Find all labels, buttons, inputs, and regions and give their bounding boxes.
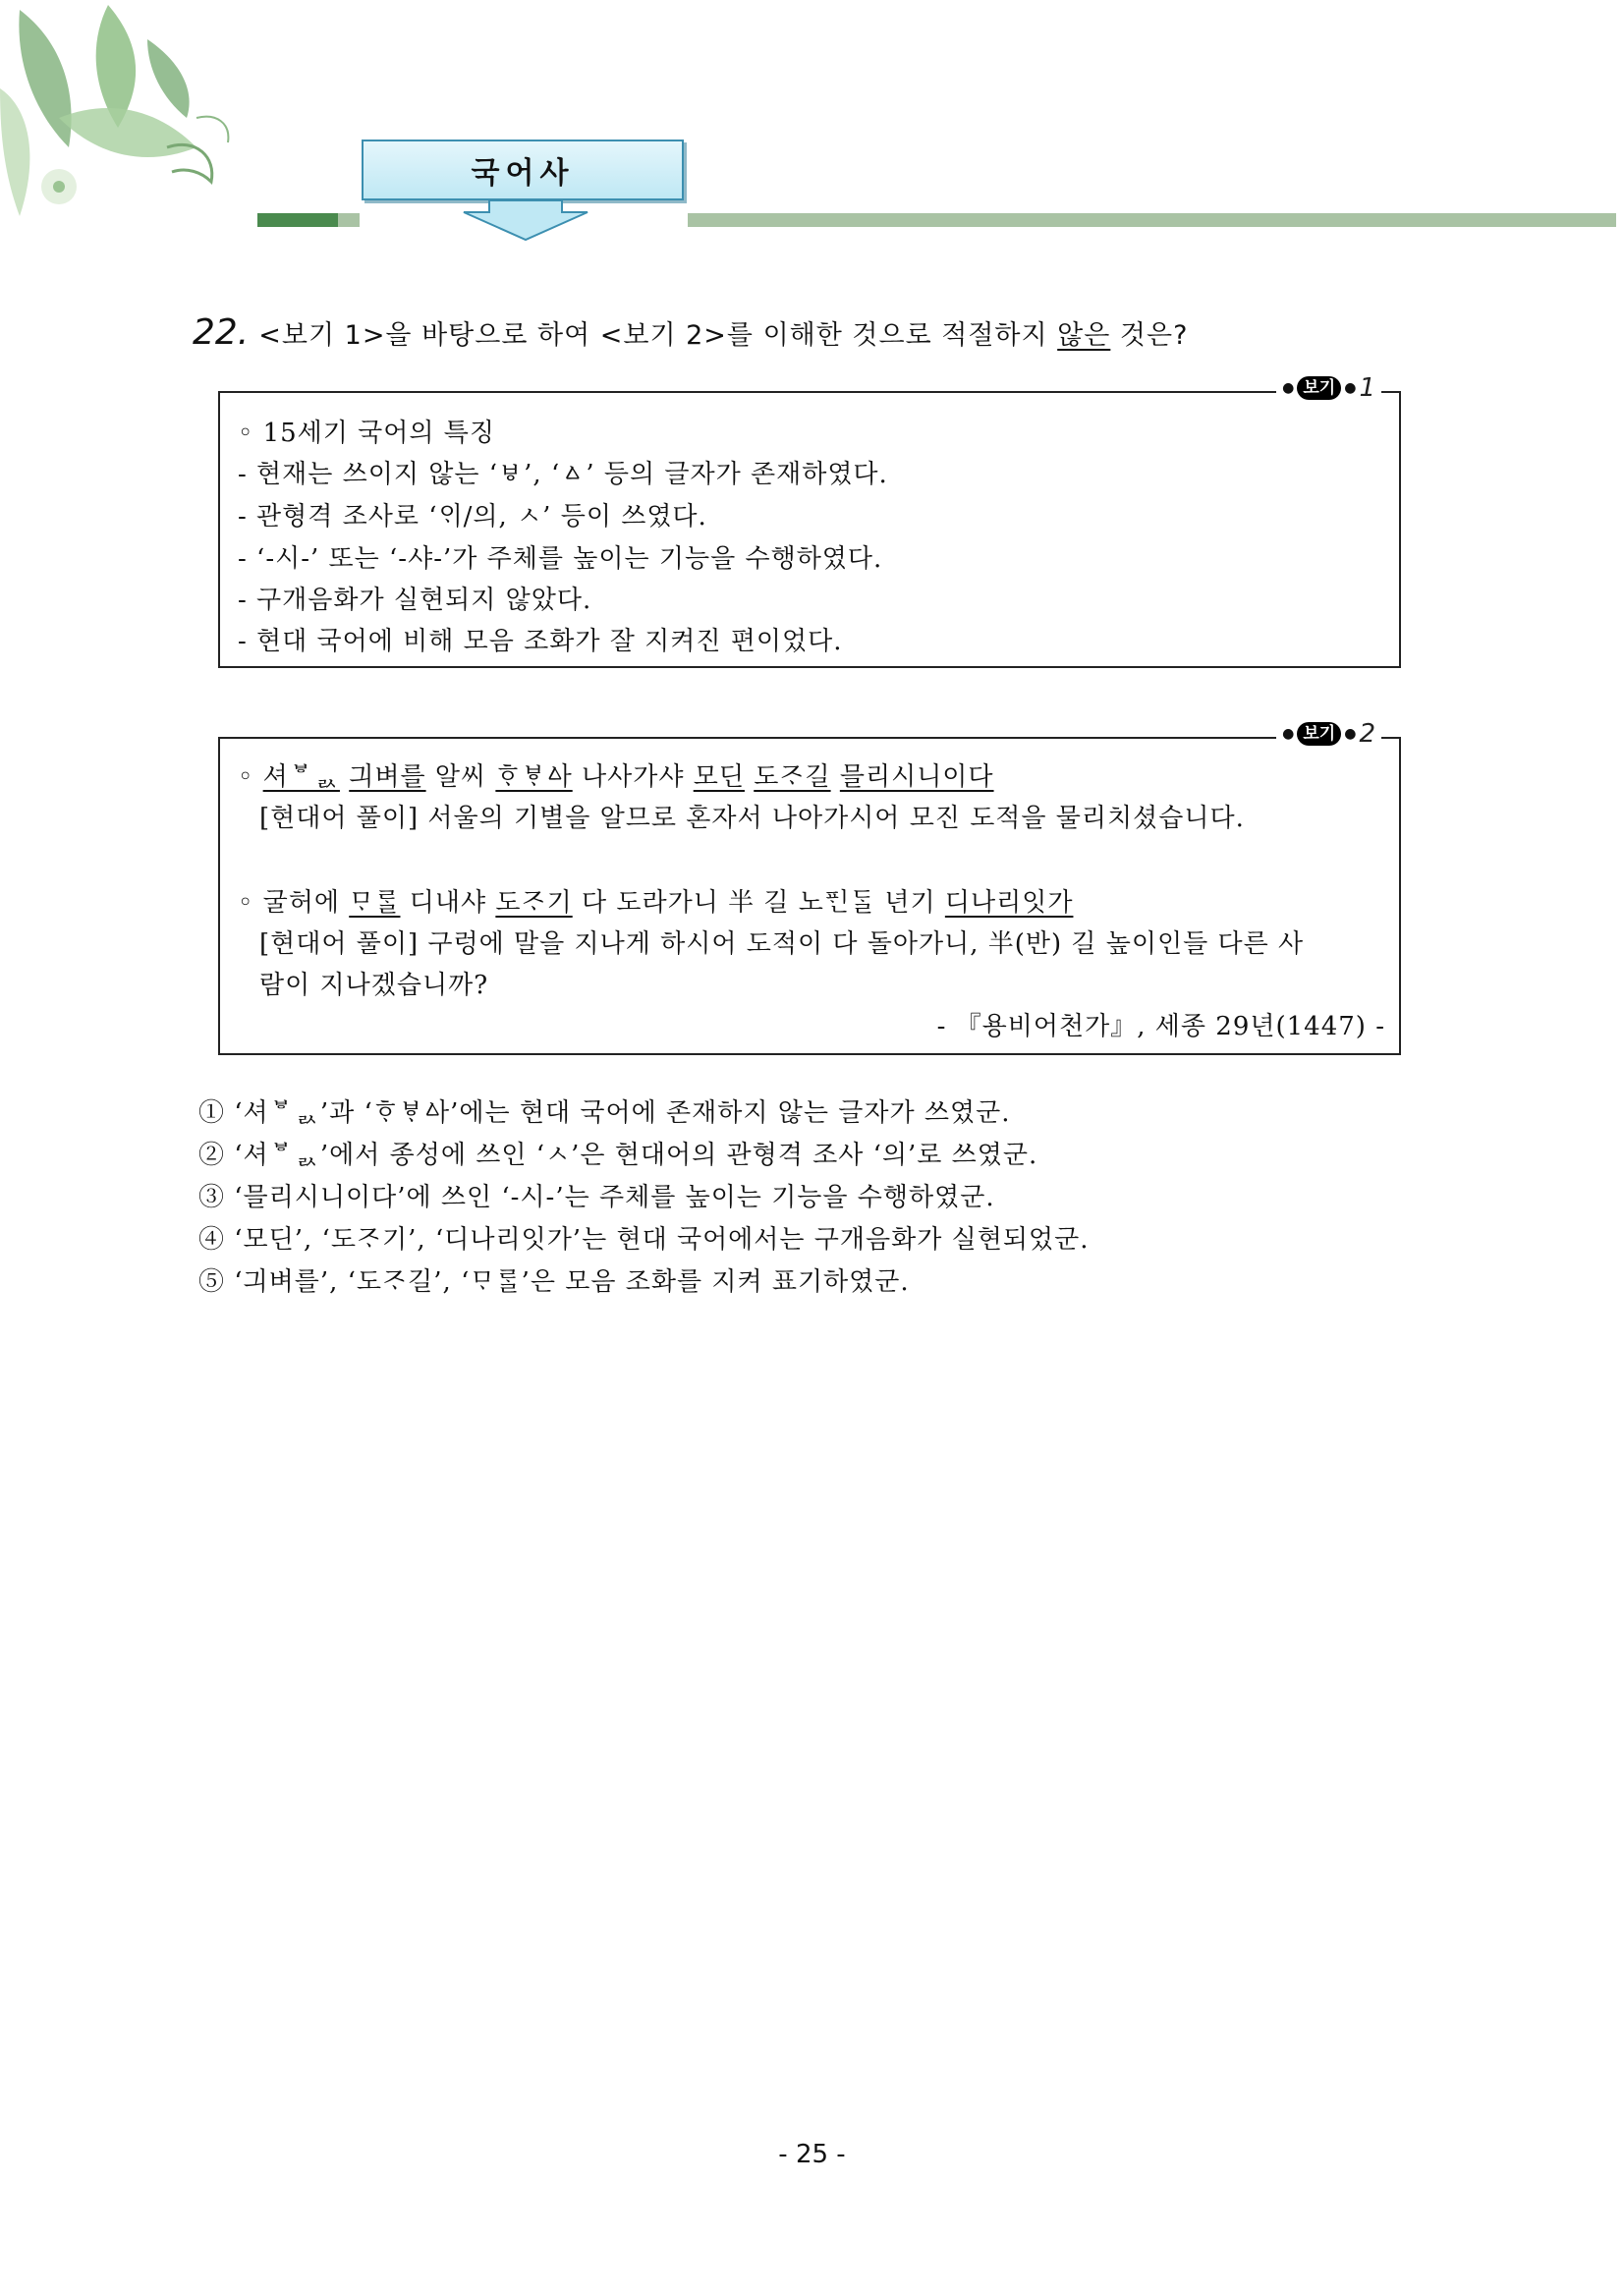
verse-bullet: ◦ — [238, 888, 263, 918]
box-tag-1 — [1276, 373, 1381, 403]
verse-bullet: ◦ — [238, 762, 263, 792]
verse-word: 나사가샤 — [572, 762, 694, 792]
answer-choice-5[interactable]: ⑤ ‘긔벼를’, ‘도ᄌᆞ길’, ‘ᄆᆞᄅᆞᆯ’은 모음 조화를 지켜 표기하였군. — [198, 1267, 910, 1297]
verse-word: 다 도라가니 半 길 노ᄑᆡᆫᄃᆞᆯ 년기 — [572, 888, 945, 918]
page-number: - 25 - — [778, 2140, 846, 2169]
reference-box-2 — [218, 719, 1401, 1055]
header-bar-light-small — [338, 213, 360, 227]
verse-word: 굴허에 — [262, 888, 350, 918]
source-citation: - 『용비어천가』, 세종 29년(1447) - — [936, 1012, 1385, 1041]
verse-word — [831, 762, 840, 792]
box1-line: ◦ 15세기 국어의 특징 — [238, 419, 496, 448]
tag-dot-icon: ● — [1282, 380, 1295, 396]
box1-line: - 관형격 조사로 ‘ᄋᆡ/의, ㅅ’ 등이 쓰였다. — [238, 502, 707, 532]
answer-choice-2[interactable]: ② ‘셔ᄫᆳ’에서 종성에 쓰인 ‘ㅅ’은 현대어의 관형격 조사 ‘의’로 쓰였군. — [198, 1141, 1038, 1170]
verse-1-translation: [현대어 풀이] 서울의 기별을 알므로 혼자서 나아가시어 모진 도적을 물리치셨습니다. — [259, 804, 1245, 833]
verse-word: 긔벼를 — [349, 762, 426, 792]
box1-line: - 현대 국어에 비해 모음 조화가 잘 지켜진 편이었다. — [238, 627, 843, 656]
verse-word: 셔ᄫᆳ — [262, 762, 340, 792]
verse-word: 디나리잇가 — [944, 888, 1074, 918]
tag-dot-icon: ● — [1344, 726, 1357, 742]
question-number: 22. — [193, 312, 250, 353]
header-bar-light — [688, 213, 1616, 227]
tag-badge: 보기 — [1297, 376, 1341, 400]
tag-number: 2 — [1359, 719, 1375, 749]
verse-word: ᄆᆞᄅᆞᆯ — [349, 888, 401, 918]
verse-word: ᄒᆞᄫᆞᅀᅡ — [495, 762, 573, 792]
box1-line: - 현재는 쓰이지 않는 ‘ㅸ’, ‘ㅿ’ 등의 글자가 존재하였다. — [238, 460, 888, 489]
box1-line: - 구개음화가 실현되지 않았다. — [238, 586, 592, 615]
verse-word: 도ᄌᆞ길 — [754, 762, 831, 792]
tag-dot-icon: ● — [1344, 380, 1357, 396]
verse-word — [340, 762, 349, 792]
question-text-part1: <보기 1>을 바탕으로 하여 <보기 2>를 이해한 것으로 적절하지 — [258, 320, 1058, 351]
question-text-part2: 것은? — [1110, 320, 1189, 351]
answer-choice-3[interactable]: ③ ‘믈리시니이다’에 쓰인 ‘-시-’는 주체를 높이는 기능을 수행하였군. — [198, 1183, 995, 1212]
tag-dot-icon: ● — [1282, 726, 1295, 742]
box1-line: - ‘-시-’ 또는 ‘-샤-’가 주체를 높이는 기능을 수행하였다. — [238, 544, 883, 574]
verse-word: 디내샤 — [400, 888, 496, 918]
box-tag-2 — [1276, 719, 1381, 749]
verse-word: 믈리시니이다 — [839, 762, 994, 792]
verse-2 — [238, 882, 1073, 919]
verse-word: 모딘 — [693, 762, 745, 792]
verse-word: 알씨 — [425, 762, 496, 792]
verse-word — [745, 762, 754, 792]
tag-badge: 보기 — [1297, 722, 1341, 746]
leaf-flower-icon — [0, 0, 246, 231]
tag-number: 1 — [1359, 373, 1375, 403]
verse-2-translation-continued: 람이 지나겠습니까? — [259, 971, 489, 1000]
section-tab: 국어사 — [362, 140, 684, 200]
down-arrow-icon — [462, 200, 589, 242]
header-bar-dark — [257, 213, 338, 227]
question-stem — [193, 312, 1588, 353]
verse-1 — [238, 756, 994, 793]
answer-choice-1[interactable]: ① ‘셔ᄫᆳ’과 ‘ᄒᆞᄫᆞᅀᅡ’에는 현대 국어에 존재하지 않는 글자가 쓰였군. — [198, 1098, 1011, 1128]
reference-box-1 — [218, 373, 1401, 668]
question-underlined-word: 않은 — [1057, 320, 1111, 351]
verse-word: 도ᄌᆞ기 — [495, 888, 573, 918]
answer-choice-4[interactable]: ④ ‘모딘’, ‘도ᄌᆞ기’, ‘디나리잇가’는 현대 국어에서는 구개음화가 실현되었군. — [198, 1225, 1090, 1255]
verse-2-translation: [현대어 풀이] 구렁에 말을 지나게 하시어 도적이 다 돌아가니, 半(반) 길 높이인들 다른 사 — [259, 929, 1305, 959]
